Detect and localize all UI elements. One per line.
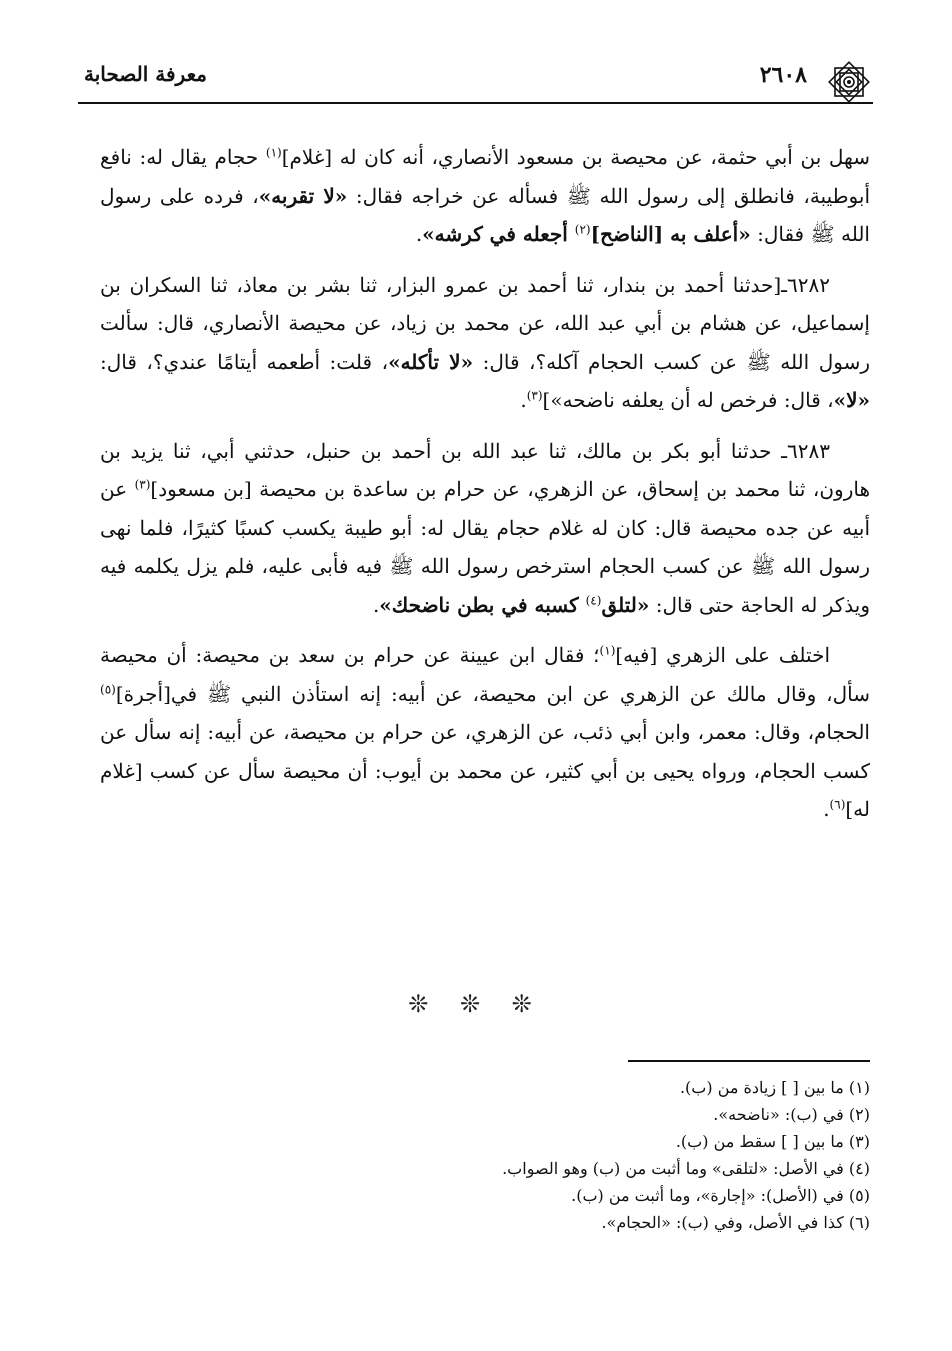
footnote-ref: (٢) xyxy=(574,222,591,237)
text-run: ، فرده على رسول الله ﷺ فقال: xyxy=(100,183,870,246)
text-run: . xyxy=(520,388,527,412)
text-run: ؛ فقال ابن عيينة عن حرام بن سعد بن محيصة: أن محيصة سأل، وقال مالك عن الزهري عن ابن محيصة، عن أبيه: إنه استأذن النبي ﷺ في[أجرة] xyxy=(100,643,871,706)
book-title: معرفة الصحابة xyxy=(84,62,207,86)
text-run: الحجام، وقال: معمر، وابن أبي ذئب، عن الزهري، عن حرام بن محيصة، عن أبيه: إنه سأل عن كسب الحجام، ورواه يحيى بن أبي كثير، عن محمد بن أيوب: أن محيصة سأل عن كسب [غلام له] xyxy=(100,720,870,821)
section-separator: ❊ ❊ ❊ xyxy=(408,990,544,1018)
footnote-item: (٥) في (الأصل): «إجارة»، وما أثبت من (ب). xyxy=(571,1186,870,1205)
text-run: حجام يقال له: نافع أبوطيبة، فانطلق إلى رسول الله ﷺ فسأله عن خراجه فقال: xyxy=(100,145,870,208)
paragraph-2 xyxy=(100,266,870,420)
footnote-item: (٣) ما بين [ ] سقط من (ب). xyxy=(675,1132,870,1151)
paragraph-4 xyxy=(100,636,870,829)
octagram-ornament-icon xyxy=(825,58,873,106)
footnote-ref: (٦) xyxy=(829,797,846,812)
text-run: عن أبيه عن جده محيصة قال: كان له غلام حجام يقال له: أبو طيبة يكسب كسبًا كثيرًا، فلما نهى رسول الله ﷺ عن كسب الحجام استرخص رسول الله ﷺ فيه فأبى عليه، فلم يزل يكلمه فيه ويذكر له الحاجة حتى قال: xyxy=(100,477,870,617)
footnote-item: (١) ما بين [ ] زيادة من (ب). xyxy=(679,1078,870,1097)
text-run: سهل بن أبي حثمة، عن محيصة بن مسعود الأنصاري، أنه كان له [غلام] xyxy=(281,145,870,169)
paragraph-3 xyxy=(100,432,870,625)
text-run: ٦٢٨٢ـ[حدثنا أحمد بن بندار، ثنا أحمد بن عمرو البزار، ثنا بشر بن معاذ، ثنا السكران بن إسماعيل، عن هشام بن أبي عبد الله، عن محمد بن زياد، عن محيصة الأنصاري، قال: سألت رسول الله ﷺ عن كسب الحجام آكله؟، قال: xyxy=(100,272,870,374)
page-number: ٢٦٠٨ xyxy=(759,62,807,88)
footnote-ref: (٣) xyxy=(134,477,151,492)
footnotes-list xyxy=(300,1074,870,1236)
text-run: . xyxy=(372,592,380,617)
main-text xyxy=(100,138,870,841)
page-header xyxy=(78,58,873,102)
text-run: ٦٢٨٣ـ حدثنا أبو بكر بن مالك، ثنا عبد الله بن أحمد بن حنبل، حدثني أبي، ثنا يزيد بن هارون، ثنا محمد بن إسحاق، عن الزهري، عن حرام بن ساعدة بن محيصة [بن مسعود] xyxy=(100,438,870,501)
footnote-ref: (٤) xyxy=(585,592,602,607)
footnote-ref: (٣) xyxy=(526,388,543,403)
bold-quote: «لتلق xyxy=(601,592,650,617)
header-divider xyxy=(78,102,873,104)
paragraph-1 xyxy=(100,138,870,254)
bold-quote: «أعلف به [الناضح] xyxy=(590,222,751,246)
text-run: اختلف على الزهري [فيه] xyxy=(615,643,831,667)
bold-quote: أجعله في كرشه» xyxy=(422,222,575,246)
text-run: ، قلت: أطعمه أيتامًا عندي؟، قال: xyxy=(100,349,389,374)
footnote-ref: (٥) xyxy=(100,681,116,696)
footnote-divider xyxy=(628,1060,870,1062)
text-run: ، قال: فرخص له أن يعلفه ناضحه»] xyxy=(542,388,834,412)
footnote-item: (٦) كذا في الأصل، وفي (ب): «الحجام». xyxy=(601,1213,870,1232)
bold-quote: «لا» xyxy=(833,388,870,412)
bold-quote: «لا تقربه» xyxy=(258,183,348,208)
footnote-item: (٢) في (ب): «ناضحه». xyxy=(713,1105,870,1124)
bold-quote: «لا تأكله» xyxy=(388,349,474,374)
text-run: . xyxy=(823,797,830,821)
footnote-ref: (١) xyxy=(599,643,616,658)
footnote-ref: (١) xyxy=(265,145,282,160)
text-run: . xyxy=(415,222,423,246)
footnote-item: (٤) في الأصل: «لتلقى» وما أثبت من (ب) وهو الصواب. xyxy=(502,1159,870,1178)
bold-quote: كسبه في بطن ناضحك» xyxy=(379,592,586,617)
